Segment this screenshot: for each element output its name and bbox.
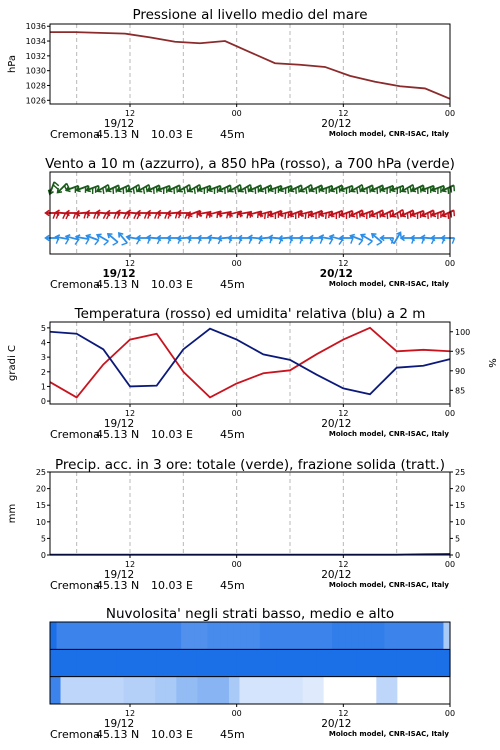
pressure-location-alt: 45m: [220, 128, 245, 141]
cloud-cell-low: [229, 677, 240, 704]
precipitation-x-tick-label: 12: [124, 560, 136, 569]
precipitation-x-tick-label: 00: [231, 560, 242, 569]
wind-feather-1: [265, 213, 266, 219]
rh-y-tick-label: 85: [455, 386, 466, 396]
precipitation-model-credit: Moloch model, CNR-ISAC, Italy: [328, 581, 449, 589]
wind-feather-1: [103, 213, 106, 218]
cloud-cell-mid: [303, 649, 317, 676]
cloud-cell-high: [135, 622, 142, 649]
cloud-cell-high: [280, 622, 287, 649]
precipitation-location-alt: 45m: [220, 579, 245, 592]
cloud-cell-high: [306, 622, 313, 649]
cloud-cell-high: [70, 622, 77, 649]
cloud-cell-mid: [357, 649, 371, 676]
cloud-cell-low: [71, 677, 82, 704]
cloud-cell-high: [220, 622, 227, 649]
temperature-date-label: 20/12: [321, 418, 352, 430]
cloud-cell-high: [89, 622, 96, 649]
wind-feather-0: [357, 188, 358, 194]
cloud-cell-high: [116, 622, 123, 649]
cloud-cell-mid: [63, 649, 77, 676]
rh-y-tick-label: 90: [455, 366, 466, 376]
precipitation-location-name: Cremona: [50, 579, 100, 592]
wind-feather-2: [104, 241, 109, 245]
cloud-cell-low: [82, 677, 93, 704]
cloud-cell-low: [261, 677, 272, 704]
cloud-cell-high: [234, 622, 241, 649]
cloud-cell-mid: [223, 649, 237, 676]
cloud-cell-low: [155, 677, 166, 704]
cloud-cell-low: [218, 677, 229, 704]
wind-feather-0: [53, 185, 58, 189]
temp-y-label: gradi C: [7, 345, 18, 381]
cloud-cell-low: [166, 677, 177, 704]
precip-y-tick-label: 15: [35, 501, 46, 511]
cloud-cell-low: [239, 677, 250, 704]
cloud-cell-mid: [370, 649, 384, 676]
cloud-cell-mid: [437, 649, 451, 676]
cloud-cell-mid: [237, 649, 251, 676]
cloud-cell-high: [371, 622, 378, 649]
temp-y-tick-label: 5: [40, 323, 46, 333]
clouds-x-tick-label: 00: [444, 709, 456, 718]
rh-y-tick-label: 95: [455, 347, 466, 357]
precipitation-frame: [50, 472, 450, 555]
cloud-cell-low: [61, 677, 72, 704]
temp-y-tick-label: 2: [40, 367, 46, 377]
cloud-cell-high: [319, 622, 326, 649]
cloud-cell-high: [398, 622, 405, 649]
temp-y-tick-label: 3: [40, 353, 46, 363]
wind-feather-1: [217, 212, 218, 218]
wind-feather-2: [359, 240, 363, 245]
cloud-cell-high: [325, 622, 332, 649]
cloud-cell-high: [240, 622, 247, 649]
cloud-cell-low: [324, 677, 335, 704]
precipitation-date-label: 20/12: [321, 569, 352, 581]
pressure-y-tick-label: 1028: [25, 81, 46, 91]
cloud-cell-mid: [90, 649, 104, 676]
cloud-cell-mid: [77, 649, 91, 676]
pressure-x-tick-label: 00: [231, 109, 242, 118]
cloud-cell-high: [365, 622, 372, 649]
precipitation-x-tick-label: 12: [338, 560, 349, 569]
precipitation-title: Precip. acc. in 3 ore: totale (verde), frazione solida (tratt.): [55, 457, 445, 473]
wind-date-label: 19/12: [102, 268, 136, 280]
cloud-cell-low: [92, 677, 103, 704]
rh-y-tick-label: 100: [455, 327, 471, 337]
cloud-cell-high: [188, 622, 195, 649]
pressure-location-lat: 45.13 N: [96, 128, 140, 141]
precip-y-tick-label-right: 10: [455, 517, 466, 527]
cloud-cell-mid: [143, 649, 157, 676]
wind-feather-0: [194, 188, 195, 194]
precip-y-tick-label-right: 15: [455, 501, 466, 511]
cloud-cell-low: [113, 677, 124, 704]
cloud-cell-high: [424, 622, 431, 649]
cloud-cell-high: [411, 622, 418, 649]
cloud-cell-high: [102, 622, 109, 649]
clouds-date-label: 20/12: [321, 718, 352, 730]
cloud-cell-low: [50, 677, 61, 704]
precip-y-tick-label: 10: [35, 517, 46, 527]
clouds-x-tick-label: 12: [338, 709, 349, 718]
cloud-cell-high: [293, 622, 300, 649]
precipitation-x-tick-label: 00: [444, 560, 456, 569]
cloud-cell-mid: [277, 649, 291, 676]
temperature-location-lat: 45.13 N: [96, 428, 140, 441]
cloud-cell-low: [439, 677, 450, 704]
clouds-title: Nuvolosita' negli strati basso, medio e alto: [105, 606, 395, 622]
wind-model-credit: Moloch model, CNR-ISAC, Italy: [328, 280, 449, 288]
cloud-cell-low: [208, 677, 219, 704]
wind-feather-0: [54, 182, 59, 186]
cloud-cell-high: [142, 622, 149, 649]
cloud-cell-high: [155, 622, 162, 649]
cloud-cell-high: [227, 622, 234, 649]
pressure-x-tick-label: 00: [444, 109, 456, 118]
cloud-cell-low: [303, 677, 314, 704]
cloud-cell-mid: [197, 649, 211, 676]
wind-date-label: 20/12: [319, 268, 353, 280]
precip-y-tick-label-right: 20: [455, 484, 466, 494]
clouds-x-tick-label: 12: [124, 709, 136, 718]
pressure-x-tick-label: 12: [124, 109, 136, 118]
cloud-cell-low: [124, 677, 135, 704]
precip-y-tick-label: 0: [40, 551, 46, 560]
clouds-location-alt: 45m: [220, 728, 245, 741]
cloud-cell-high: [437, 622, 444, 649]
cloud-cell-high: [332, 622, 339, 649]
cloud-cell-low: [145, 677, 156, 704]
wind-feather-1: [308, 212, 309, 218]
cloud-cell-low: [271, 677, 282, 704]
cloud-cell-high: [129, 622, 136, 649]
cloud-cell-high: [76, 622, 83, 649]
wind-feather-0: [306, 188, 307, 194]
pressure-frame: [50, 24, 450, 104]
cloud-cell-low: [197, 677, 208, 704]
wind-location-name: Cremona: [50, 278, 100, 291]
cloud-cell-high: [247, 622, 254, 649]
cloud-cell-high: [161, 622, 168, 649]
pressure-model-credit: Moloch model, CNR-ISAC, Italy: [328, 130, 449, 138]
precip-y-tick-label-right: 0: [455, 551, 461, 560]
cloud-cell-high: [168, 622, 175, 649]
cloud-cell-high: [404, 622, 411, 649]
cloud-cell-mid: [330, 649, 344, 676]
wind-location-lon: 10.03 E: [151, 278, 193, 291]
precip-y-tick-label: 25: [35, 468, 46, 477]
pressure-y-tick-label: 1030: [25, 66, 46, 76]
cloud-cell-high: [96, 622, 103, 649]
wind-feather-1: [397, 213, 398, 219]
cloud-cell-low: [134, 677, 145, 704]
cloud-cell-low: [313, 677, 324, 704]
cloud-cell-high: [63, 622, 70, 649]
cloud-cell-mid: [157, 649, 171, 676]
cloud-cell-high: [201, 622, 208, 649]
cloud-cell-mid: [183, 649, 197, 676]
temp-y-tick-label: 1: [40, 382, 46, 392]
clouds-location-lat: 45.13 N: [96, 728, 140, 741]
wind-feather-0: [245, 188, 246, 194]
cloud-cell-high: [417, 622, 424, 649]
cloud-cell-low: [366, 677, 377, 704]
temperature-frame: [50, 322, 450, 404]
wind-feather-0: [184, 188, 185, 194]
precipitation-date-label: 19/12: [103, 569, 135, 581]
precip-y-tick-label-right: 25: [455, 468, 466, 477]
cloud-cell-low: [187, 677, 198, 704]
cloud-cell-mid: [170, 649, 184, 676]
pressure-date-label: 19/12: [103, 118, 135, 130]
cloud-cell-high: [266, 622, 273, 649]
cloud-cell-high: [83, 622, 90, 649]
precipitation-location-lon: 10.03 E: [151, 579, 193, 592]
temperature-x-tick-label: 00: [231, 409, 242, 418]
cloud-cell-high: [253, 622, 260, 649]
cloud-cell-high: [345, 622, 352, 649]
cloud-cell-high: [384, 622, 391, 649]
pressure-y-tick-label: 1026: [25, 96, 46, 106]
wind-feather-0: [143, 188, 144, 194]
temp-line: [50, 328, 450, 398]
cloud-cell-high: [260, 622, 267, 649]
wind-feather-0: [197, 186, 198, 192]
pressure-location-lon: 10.03 E: [151, 128, 193, 141]
rh-y-label: %: [486, 358, 497, 368]
temperature-location-alt: 45m: [220, 428, 245, 441]
cloud-cell-low: [429, 677, 440, 704]
wind-feather-0: [133, 188, 134, 194]
cloud-cell-low: [103, 677, 114, 704]
cloud-cell-mid: [250, 649, 264, 676]
wind-x-tick-label: 00: [231, 259, 242, 268]
clouds-model-credit: Moloch model, CNR-ISAC, Italy: [328, 730, 449, 738]
pressure-y-label: hPa: [7, 54, 18, 74]
wind-feather-1: [268, 212, 269, 218]
cloud-cell-high: [175, 622, 182, 649]
cloud-cell-high: [122, 622, 129, 649]
cloud-cell-low: [282, 677, 293, 704]
pressure-y-tick-label: 1032: [25, 51, 46, 61]
cloud-cell-high: [312, 622, 319, 649]
cloud-cell-mid: [130, 649, 144, 676]
wind-feather-1: [329, 212, 330, 218]
cloud-cell-high: [378, 622, 385, 649]
clouds-x-tick-label: 00: [231, 709, 242, 718]
cloud-cell-mid: [383, 649, 397, 676]
temperature-x-tick-label: 00: [444, 409, 456, 418]
wind-feather-0: [103, 188, 104, 194]
wind-feather-1: [288, 212, 289, 218]
temperature-date-label: 19/12: [103, 418, 135, 430]
cloud-cell-high: [214, 622, 221, 649]
pressure-y-tick-label: 1036: [25, 22, 46, 32]
wind-location-lat: 45.13 N: [96, 278, 140, 291]
wind-feather-1: [134, 213, 137, 218]
precip-y-tick-label-right: 5: [455, 534, 461, 544]
cloud-cell-mid: [343, 649, 357, 676]
precipitation-location-lat: 45.13 N: [96, 579, 140, 592]
cloud-cell-high: [286, 622, 293, 649]
cloud-cell-low: [408, 677, 419, 704]
temperature-x-tick-label: 12: [338, 409, 349, 418]
temperature-x-tick-label: 12: [124, 409, 136, 418]
cloud-cell-low: [345, 677, 356, 704]
wind-feather-1: [285, 213, 286, 219]
wind-feather-2: [377, 242, 382, 245]
cloud-cell-high: [352, 622, 359, 649]
cloud-cell-low: [176, 677, 187, 704]
wind-x-tick-label: 12: [124, 259, 136, 268]
pressure-location-name: Cremona: [50, 128, 100, 141]
cloud-cell-low: [376, 677, 387, 704]
temperature-location-lon: 10.03 E: [151, 428, 193, 441]
precip-y-label: mm: [7, 503, 18, 524]
cloud-cell-mid: [103, 649, 117, 676]
temp-y-tick-label: 0: [40, 397, 46, 407]
pressure-title: Pressione al livello medio del mare: [132, 7, 368, 23]
cloud-cell-high: [194, 622, 201, 649]
precip-y-tick-label: 5: [40, 534, 46, 544]
rh-line: [50, 329, 450, 395]
pressure-date-label: 20/12: [321, 118, 352, 130]
cloud-cell-high: [299, 622, 306, 649]
pressure-line: [50, 32, 450, 99]
wind-feather-1: [326, 213, 327, 219]
temp-y-tick-label: 4: [40, 338, 46, 348]
cloud-cell-mid: [50, 649, 64, 676]
cloud-cell-low: [397, 677, 408, 704]
cloud-cell-mid: [263, 649, 277, 676]
wind-feather-2: [122, 243, 128, 245]
precip-y-tick-label: 20: [35, 484, 46, 494]
wind-x-tick-label: 00: [444, 259, 456, 268]
pressure-y-tick-label: 1034: [25, 37, 46, 47]
wind-feather-0: [235, 188, 236, 194]
wind-feather-0: [407, 188, 408, 194]
clouds-date-label: 19/12: [103, 718, 135, 730]
cloud-cell-high: [50, 622, 57, 649]
clouds-location-name: Cremona: [50, 728, 100, 741]
cloud-cell-high: [358, 622, 365, 649]
cloud-cell-low: [334, 677, 345, 704]
cloud-cell-high: [339, 622, 346, 649]
cloud-cell-high: [273, 622, 280, 649]
temperature-location-name: Cremona: [50, 428, 100, 441]
cloud-cell-low: [250, 677, 261, 704]
wind-feather-1: [63, 213, 66, 218]
temperature-title: Temperatura (rosso) ed umidita' relativa (blu) a 2 m: [74, 306, 426, 322]
wind-location-alt: 45m: [220, 278, 245, 291]
pressure-x-tick-label: 12: [338, 109, 349, 118]
cloud-cell-mid: [290, 649, 304, 676]
cloud-cell-mid: [117, 649, 131, 676]
cloud-cell-mid: [317, 649, 331, 676]
cloud-cell-high: [148, 622, 155, 649]
cloud-cell-mid: [397, 649, 411, 676]
cloud-cell-mid: [423, 649, 437, 676]
cloud-cell-high: [109, 622, 116, 649]
cloud-cell-high: [430, 622, 437, 649]
cloud-cell-high: [181, 622, 188, 649]
wind-title: Vento a 10 m (azzurro), a 850 hPa (rosso), a 700 hPa (verde): [45, 156, 455, 172]
wind-feather-1: [305, 213, 306, 219]
cloud-cell-low: [418, 677, 429, 704]
cloud-cell-low: [292, 677, 303, 704]
cloud-cell-mid: [210, 649, 224, 676]
cloud-cell-high: [207, 622, 214, 649]
cloud-cell-low: [387, 677, 398, 704]
wind-feather-1: [237, 212, 238, 218]
cloud-cell-high: [391, 622, 398, 649]
cloud-cell-mid: [410, 649, 424, 676]
wind-feather-2: [368, 241, 373, 245]
wind-feather-2: [95, 240, 99, 245]
temperature-model-credit: Moloch model, CNR-ISAC, Italy: [328, 430, 449, 438]
wind-feather-1: [124, 213, 127, 218]
cloud-cell-low: [355, 677, 366, 704]
wind-x-tick-label: 12: [338, 259, 349, 268]
cloud-cell-high: [57, 622, 64, 649]
wind-feather-2: [113, 242, 118, 245]
clouds-location-lon: 10.03 E: [151, 728, 193, 741]
